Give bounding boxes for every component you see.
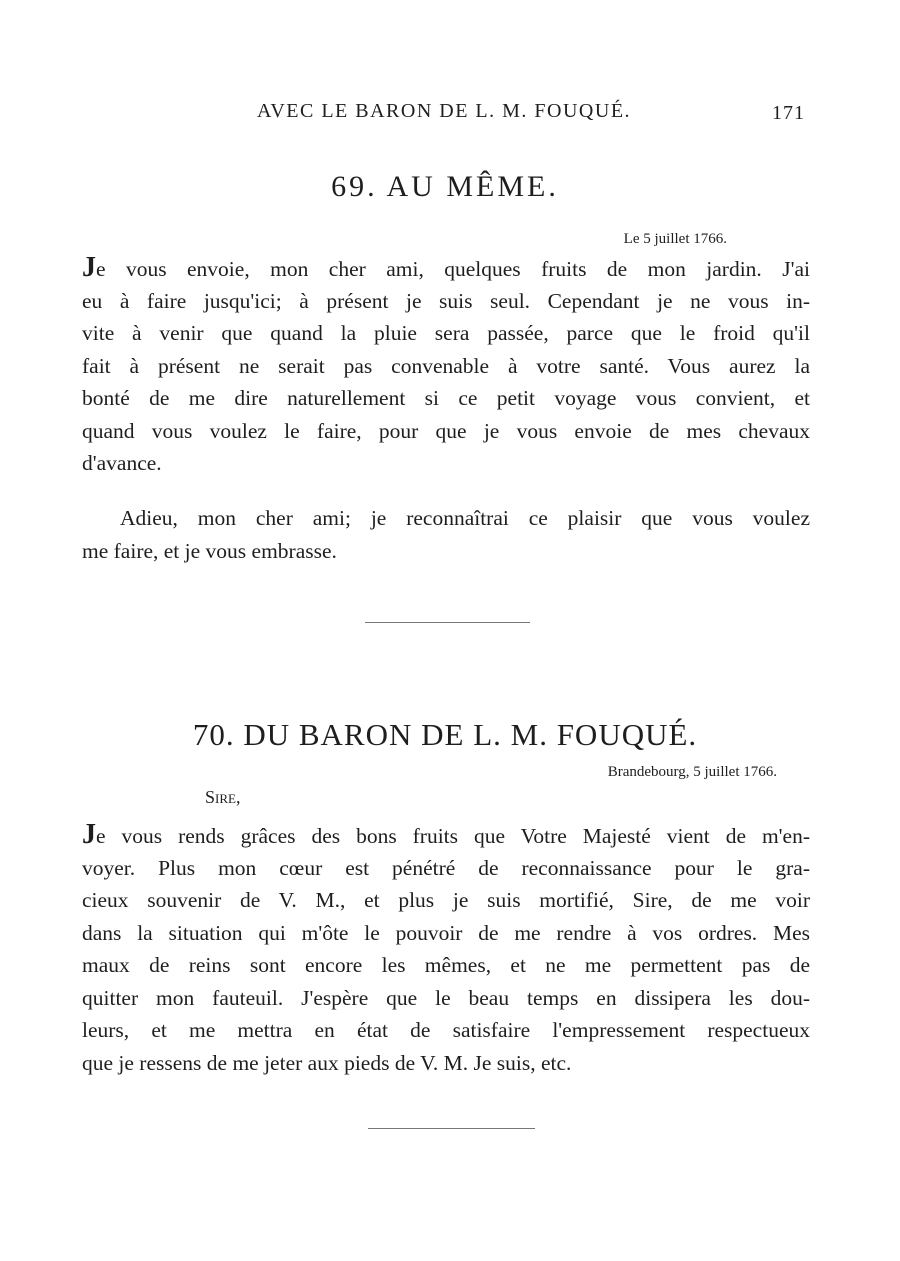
letter-date: Brandebourg, 5 juillet 1766. [607,764,777,780]
letter-date: Le 5 juillet 1766. [623,231,727,247]
letter-number: 70. [192,717,235,752]
letter-number: 69. [331,170,378,203]
text-line: Adieu, mon cher ami; je reconnaîtrai ce plaisir que vous voulez [120,506,810,530]
text-line: fait à présent ne serait pas convenable à votre santé. Vous aurez la [82,354,810,378]
text-line: eu à faire jusqu'ici; à présent je suis seul. Cependant je ne vous in- [82,289,810,313]
section-divider [368,1128,535,1129]
text-line: Je vous envoie, mon cher ami, quelques fruits de mon jardin. J'ai [82,252,810,283]
running-head-text: AVEC LE BARON DE L. M. FOUQUÉ. [256,100,632,122]
text-line: Je vous rends grâces des bons fruits que Votre Majesté vient de m'en- [82,819,810,850]
text-line: vite à venir que quand la pluie sera passée, parce que le froid qu'il [82,321,810,345]
text-line: cieux souvenir de V. M., et plus je suis mortifié, Sire, de me voir [82,888,810,912]
text-line: bonté de me dire naturellement si ce petit voyage vous convient, et [82,386,810,410]
text-line: maux de reins sont encore les mêmes, et ne me permettent pas de [82,953,810,977]
section-divider [365,622,530,623]
text-line: dans la situation qui m'ôte le pouvoir de me rendre à vos ordres. Mes [82,921,810,945]
letter-69-heading [0,170,890,204]
text-line: leurs, et me mettra en état de satisfaire l'empressement respectueux [82,1018,810,1042]
text-line: d'avance. [82,451,162,475]
salutation: Sire, [205,787,241,807]
letter-70-heading [0,717,890,753]
text-line: me faire, et je vous embrasse. [82,539,337,563]
letter-title: AU MÊME. [386,170,559,203]
text-line: voyer. Plus mon cœur est pénétré de reconnaissance pour le gra- [82,856,810,880]
text-line: quand vous voulez le faire, pour que je vous envoie de mes chevaux [82,419,810,443]
running-head [0,100,900,123]
text-line: que je ressens de me jeter aux pieds de V. M. Je suis, etc. [82,1051,572,1075]
page-number: 171 [772,102,805,124]
letter-title: DU BARON DE L. M. FOUQUÉ. [243,717,698,752]
drop-cap: J [82,819,96,850]
drop-cap: J [82,252,96,283]
text-line: quitter mon fauteuil. J'espère que le beau temps en dissipera les dou- [82,986,810,1010]
